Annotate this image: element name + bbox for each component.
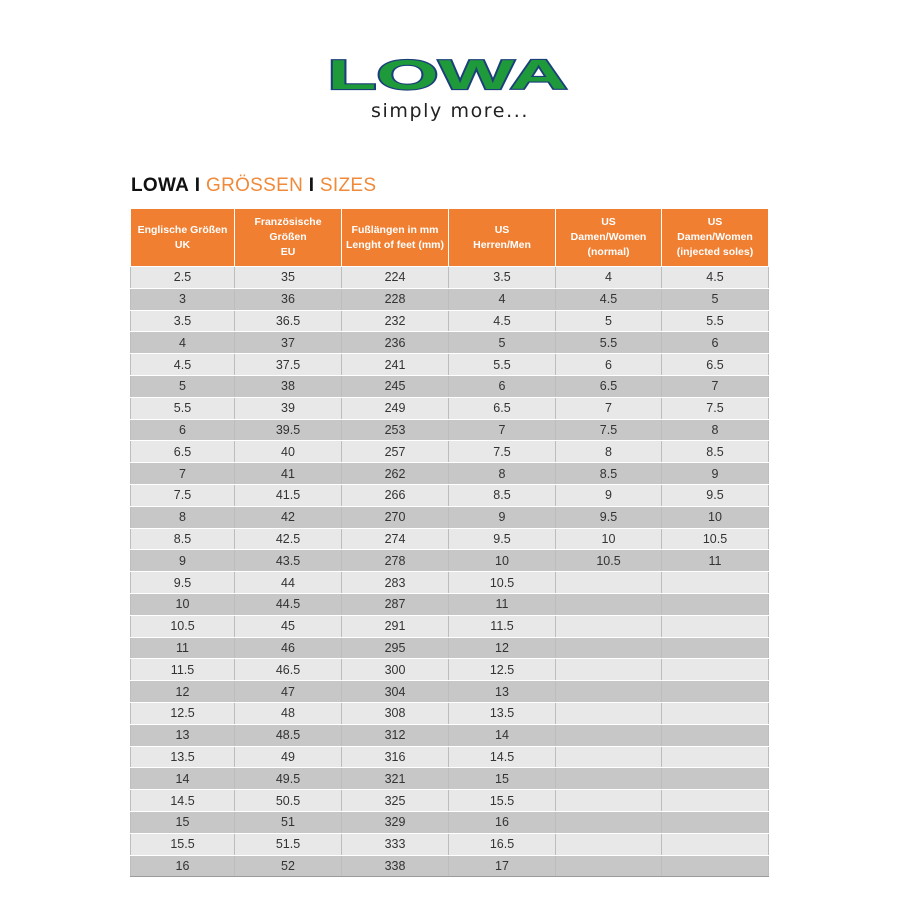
table-cell: 45 — [235, 615, 342, 637]
table-cell: 9.5 — [662, 484, 769, 506]
table-cell: 14.5 — [131, 790, 235, 812]
table-row — [131, 484, 769, 506]
table-cell: 4 — [131, 332, 235, 354]
table-cell: 8.5 — [131, 528, 235, 550]
table-cell: 5 — [131, 375, 235, 397]
table-cell: 278 — [342, 550, 449, 572]
column-header — [449, 209, 556, 267]
table-cell: 12.5 — [449, 659, 556, 681]
table-cell: 253 — [342, 419, 449, 441]
table-cell: 6.5 — [662, 354, 769, 376]
table-cell: 4.5 — [449, 310, 556, 332]
table-cell: 16 — [449, 811, 556, 833]
table-cell: 236 — [342, 332, 449, 354]
table-cell: 338 — [342, 855, 449, 877]
table-cell: 37 — [235, 332, 342, 354]
table-cell: 5.5 — [556, 332, 662, 354]
table-cell: 14.5 — [449, 746, 556, 768]
column-header — [342, 209, 449, 267]
table-cell: 7 — [556, 397, 662, 419]
column-header — [235, 209, 342, 267]
table-cell: 38 — [235, 375, 342, 397]
table-cell — [556, 811, 662, 833]
table-row — [131, 310, 769, 332]
table-cell: 10 — [662, 506, 769, 528]
table-cell — [662, 615, 769, 637]
table-cell: 7.5 — [662, 397, 769, 419]
table-cell: 49.5 — [235, 768, 342, 790]
table-cell: 13 — [131, 724, 235, 746]
tagline: simply more... — [370, 100, 530, 122]
column-header-line: Damen/Women — [677, 231, 753, 243]
table-row — [131, 790, 769, 812]
table-cell: 4.5 — [662, 267, 769, 289]
table-cell: 4 — [449, 288, 556, 310]
table-row — [131, 397, 769, 419]
column-header — [662, 209, 769, 267]
table-row — [131, 354, 769, 376]
table-cell: 43.5 — [235, 550, 342, 572]
table-cell: 12 — [449, 637, 556, 659]
table-cell — [556, 681, 662, 703]
table-cell — [556, 855, 662, 877]
table-cell: 7.5 — [556, 419, 662, 441]
table-cell: 9 — [556, 484, 662, 506]
table-cell: 44.5 — [235, 593, 342, 615]
table-cell: 245 — [342, 375, 449, 397]
table-cell: 51 — [235, 811, 342, 833]
table-cell: 262 — [342, 463, 449, 485]
table-cell: 291 — [342, 615, 449, 637]
table-row — [131, 702, 769, 724]
table-row — [131, 332, 769, 354]
table-cell: 44 — [235, 572, 342, 594]
table-cell: 249 — [342, 397, 449, 419]
table-body — [131, 267, 769, 877]
table-cell: 7.5 — [449, 441, 556, 463]
table-cell: 10.5 — [556, 550, 662, 572]
title-groessen: GRÖSSEN — [205, 175, 304, 196]
table-cell: 232 — [342, 310, 449, 332]
column-header — [556, 209, 662, 267]
table-row — [131, 506, 769, 528]
table-cell — [662, 702, 769, 724]
table-cell: 6.5 — [131, 441, 235, 463]
table-cell: 224 — [342, 267, 449, 289]
table-cell — [662, 681, 769, 703]
table-cell: 266 — [342, 484, 449, 506]
size-table — [130, 208, 769, 877]
table-cell: 15.5 — [131, 833, 235, 855]
table-row — [131, 288, 769, 310]
table-cell: 50.5 — [235, 790, 342, 812]
table-row — [131, 441, 769, 463]
table-cell: 5.5 — [449, 354, 556, 376]
table-cell: 11.5 — [131, 659, 235, 681]
column-header-line: Herren/Men — [473, 238, 531, 251]
table-cell: 14 — [449, 724, 556, 746]
table-cell: 228 — [342, 288, 449, 310]
table-cell — [662, 811, 769, 833]
table-cell: 8 — [131, 506, 235, 528]
table-cell — [556, 724, 662, 746]
table-cell: 295 — [342, 637, 449, 659]
table-cell: 3.5 — [449, 267, 556, 289]
table-cell — [662, 572, 769, 594]
table-cell: 11.5 — [449, 615, 556, 637]
column-header-line: Lenght of feet (mm) — [346, 238, 444, 251]
table-cell: 8.5 — [556, 463, 662, 485]
table-cell: 10.5 — [662, 528, 769, 550]
table-row — [131, 637, 769, 659]
table-row — [131, 833, 769, 855]
table-cell: 274 — [342, 528, 449, 550]
column-header-line: US — [707, 216, 723, 228]
table-row — [131, 855, 769, 877]
table-cell — [556, 702, 662, 724]
table-cell: 40 — [235, 441, 342, 463]
table-cell: 5 — [556, 310, 662, 332]
table-cell: 16.5 — [449, 833, 556, 855]
table-cell: 304 — [342, 681, 449, 703]
table-row — [131, 768, 769, 790]
table-cell: 36.5 — [235, 310, 342, 332]
table-cell: 10 — [131, 593, 235, 615]
title-brand: LOWA — [131, 175, 190, 196]
table-cell: 17 — [449, 855, 556, 877]
table-cell: 283 — [342, 572, 449, 594]
table-cell: 321 — [342, 768, 449, 790]
table-cell — [556, 615, 662, 637]
table-cell: 3.5 — [131, 310, 235, 332]
table-cell: 13.5 — [131, 746, 235, 768]
table-cell: 287 — [342, 593, 449, 615]
table-cell: 46.5 — [235, 659, 342, 681]
table-cell: 316 — [342, 746, 449, 768]
table-cell — [556, 768, 662, 790]
table-cell: 46 — [235, 637, 342, 659]
table-cell: 13 — [449, 681, 556, 703]
table-cell: 9.5 — [131, 572, 235, 594]
table-cell: 10 — [449, 550, 556, 572]
table-cell — [556, 790, 662, 812]
table-cell: 4.5 — [131, 354, 235, 376]
table-cell: 11 — [131, 637, 235, 659]
table-cell: 13.5 — [449, 702, 556, 724]
table-cell: 8 — [556, 441, 662, 463]
table-cell: 9 — [131, 550, 235, 572]
table-cell: 7 — [131, 463, 235, 485]
table-cell: 39 — [235, 397, 342, 419]
column-header-line: (injected soles) — [676, 246, 754, 258]
table-cell: 257 — [342, 441, 449, 463]
table-row — [131, 419, 769, 441]
table-cell: 49 — [235, 746, 342, 768]
table-cell: 6.5 — [556, 375, 662, 397]
column-header-line: Englische Größen — [137, 223, 228, 236]
table-cell — [662, 659, 769, 681]
table-cell: 241 — [342, 354, 449, 376]
table-cell: 14 — [131, 768, 235, 790]
table-cell: 270 — [342, 506, 449, 528]
table-row — [131, 593, 769, 615]
page-title — [131, 175, 376, 197]
table-cell: 5 — [449, 332, 556, 354]
table-cell: 9.5 — [449, 528, 556, 550]
table-cell: 8 — [449, 463, 556, 485]
table-cell: 41.5 — [235, 484, 342, 506]
table-row — [131, 746, 769, 768]
table-row — [131, 463, 769, 485]
column-header-line: (normal) — [587, 246, 630, 258]
column-header-line: US — [601, 216, 616, 228]
table-cell — [556, 746, 662, 768]
table-row — [131, 528, 769, 550]
table-cell: 10 — [556, 528, 662, 550]
table-cell: 16 — [131, 855, 235, 877]
table-row — [131, 375, 769, 397]
table-cell: 7.5 — [131, 484, 235, 506]
table-cell: 6.5 — [449, 397, 556, 419]
table-cell: 7 — [449, 419, 556, 441]
table-cell: 333 — [342, 833, 449, 855]
table-cell — [662, 790, 769, 812]
column-header-line: Damen/Women — [570, 231, 647, 243]
table-cell: 37.5 — [235, 354, 342, 376]
column-header-line: EU — [280, 246, 296, 258]
table-row — [131, 267, 769, 289]
table-row — [131, 615, 769, 637]
table-cell — [662, 593, 769, 615]
column-header-line: UK — [174, 238, 191, 251]
table-cell: 300 — [342, 659, 449, 681]
table-cell: 48 — [235, 702, 342, 724]
table-cell — [662, 855, 769, 877]
table-cell: 4 — [556, 267, 662, 289]
table-row — [131, 659, 769, 681]
table-cell: 8 — [662, 419, 769, 441]
table-cell: 35 — [235, 267, 342, 289]
table-cell: 2.5 — [131, 267, 235, 289]
table-cell — [556, 833, 662, 855]
table-cell: 5 — [662, 288, 769, 310]
title-sizes: SIZES — [319, 175, 377, 196]
table-cell: 6 — [662, 332, 769, 354]
table-cell: 51.5 — [235, 833, 342, 855]
table-cell: 6 — [556, 354, 662, 376]
table-cell: 11 — [662, 550, 769, 572]
table-cell: 6 — [449, 375, 556, 397]
table-cell: 308 — [342, 702, 449, 724]
table-cell: 11 — [449, 593, 556, 615]
table-cell — [662, 833, 769, 855]
table-cell: 3 — [131, 288, 235, 310]
table-cell: 52 — [235, 855, 342, 877]
table-cell: 9 — [662, 463, 769, 485]
title-separator: I — [194, 175, 201, 196]
table-cell: 9.5 — [556, 506, 662, 528]
table-cell: 12 — [131, 681, 235, 703]
table-cell: 5.5 — [131, 397, 235, 419]
table-cell: 15.5 — [449, 790, 556, 812]
table-cell: 15 — [449, 768, 556, 790]
table-cell: 325 — [342, 790, 449, 812]
table-cell — [662, 724, 769, 746]
table-cell: 5.5 — [662, 310, 769, 332]
table-row — [131, 681, 769, 703]
table-cell: 10.5 — [131, 615, 235, 637]
table-cell: 47 — [235, 681, 342, 703]
table-cell: 36 — [235, 288, 342, 310]
table-cell — [662, 746, 769, 768]
column-header-line: Französische Größen — [254, 216, 322, 243]
table-header-row — [131, 209, 769, 267]
table-cell: 7 — [662, 375, 769, 397]
table-cell: 4.5 — [556, 288, 662, 310]
table-cell — [662, 768, 769, 790]
column-header — [131, 209, 235, 267]
table-cell: 8.5 — [662, 441, 769, 463]
column-header-line: Fußlängen in mm — [351, 223, 439, 236]
table-cell — [556, 659, 662, 681]
table-row — [131, 572, 769, 594]
lowa-logo — [325, 56, 570, 92]
svg-text:LOWA: LOWA — [327, 56, 568, 92]
table-row — [131, 550, 769, 572]
table-cell: 48.5 — [235, 724, 342, 746]
table-cell: 12.5 — [131, 702, 235, 724]
table-cell: 9 — [449, 506, 556, 528]
table-cell: 41 — [235, 463, 342, 485]
title-separator: I — [308, 175, 315, 196]
table-cell: 329 — [342, 811, 449, 833]
table-cell: 42.5 — [235, 528, 342, 550]
table-cell: 15 — [131, 811, 235, 833]
table-cell: 8.5 — [449, 484, 556, 506]
table-cell — [556, 572, 662, 594]
table-cell — [556, 593, 662, 615]
table-cell: 39.5 — [235, 419, 342, 441]
table-row — [131, 811, 769, 833]
table-cell — [662, 637, 769, 659]
table-cell: 6 — [131, 419, 235, 441]
table-cell: 312 — [342, 724, 449, 746]
table-cell: 10.5 — [449, 572, 556, 594]
table-cell: 42 — [235, 506, 342, 528]
table-cell — [556, 637, 662, 659]
table-row — [131, 724, 769, 746]
column-header-line: US — [494, 223, 510, 236]
